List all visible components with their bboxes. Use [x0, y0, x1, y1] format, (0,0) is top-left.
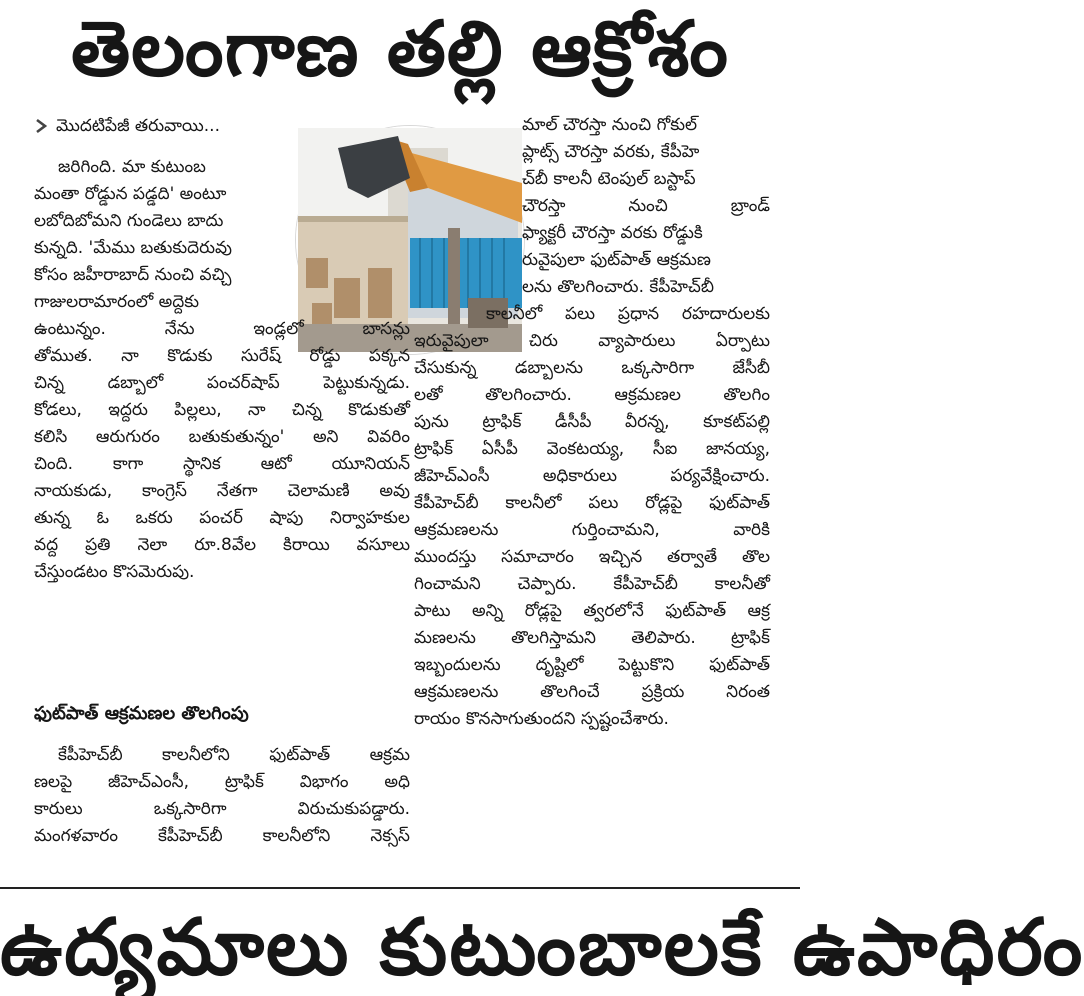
- article-line: వద్ద ప్రతి నెలా రూ.8వేల కిరాయి వసూలు: [34, 535, 410, 555]
- article-line: కోడలు, ఇద్దరు పిల్లలు, నా చిన్న కొడుకుతో: [34, 400, 410, 420]
- article-line: రువైపులా ఫుట్‌పాత్ ఆక్రమణ: [522, 250, 711, 270]
- article-line: ఆక్రమణలను గుర్తించామని, వారికి: [414, 520, 770, 540]
- article-line: కాలనీలో పలు ప్రధాన రహదారులకు: [486, 304, 770, 324]
- article-line: కేపీహెచ్‌బీ కాలనీలో పలు రోడ్లపై ఫుట్‌పాత్: [414, 493, 770, 513]
- article-line: లతో తొలగించారు. ఆక్రమణల తొలగిం: [414, 385, 770, 405]
- article-line: ణలపై జీహెచ్‌ఎంసీ, ట్రాఫిక్ విభాగం అధి: [34, 772, 410, 792]
- article-line: జీహెచ్‌ఎంసీ అధికారులు పర్యవేక్షించారు.: [414, 466, 770, 486]
- article-line: చేస్తుండటం కొసమెరుపు.: [34, 562, 195, 582]
- article-line: చ్‌బీ కాలనీ టెంపుల్ బస్టాప్: [522, 169, 696, 189]
- article-line: చేసుకున్న డబ్బాలను ఒక్కసారిగా జేసీబీ: [414, 358, 770, 378]
- article-line: ట్రాఫిక్ ఏసీపీ వెంకటయ్య, సీఐ జానయ్య,: [414, 439, 770, 459]
- article-line: నాయకుడు, కాంగ్రెస్ నేతగా చెలామణి అవు: [34, 481, 410, 501]
- article-line: చింది. కాగా స్థానిక ఆటో యూనియన్: [34, 454, 410, 474]
- article-line: కారులు ఒక్కసారిగా విరుచుకుపడ్డారు.: [34, 799, 410, 819]
- article-line: మాల్ చౌరస్తా నుంచి గోకుల్: [522, 115, 698, 135]
- article-line: గించామని చెప్పారు. కేపీహెచ్‌బీ కాలనీతో: [414, 574, 770, 594]
- article-line: మణలను తొలగిస్తామని తెలిపారు. ట్రాఫిక్: [414, 628, 770, 648]
- article-line: ఇబ్బందులను దృష్టిలో పెట్టుకొని ఫుట్‌పాత్: [414, 655, 770, 675]
- continued-from-page: [34, 114, 220, 138]
- article-line: కేపీహెచ్‌బీ కాలనీలోని ఫుట్‌పాత్ ఆక్రమ: [58, 745, 410, 765]
- article-line: కున్నది. 'మేము బతుకుదెరువు: [34, 238, 233, 258]
- next-headline-text: ఉద్యమాలు కుటుంబాలకే ఉపాధిరం: [0, 903, 1084, 993]
- article-line: గాజులరామారంలో అద్దెకు: [34, 292, 199, 312]
- article-line: ఉంటున్నం. నేను ఇండ్లలో బాసన్లు: [34, 319, 410, 339]
- article-line: రాయం కొనసాగుతుందని స్పష్టంచేశారు.: [414, 709, 669, 729]
- section-divider: [0, 887, 800, 889]
- article-line: లబోదిబోమని గుండెలు బాదు: [34, 211, 224, 231]
- subheading: ఫుట్‌పాత్ ఆక్రమణల తొలగింపు: [34, 703, 249, 724]
- article-line: ముందస్తు సమాచారం ఇచ్చిన తర్వాతే తొల: [414, 547, 770, 567]
- article-line: చిన్న డబ్బాలో పంచర్‌షాప్ పెట్టుకున్నడు.: [34, 373, 410, 393]
- article-line: కోసం జహీరాబాద్ నుంచి వచ్చి: [34, 265, 232, 285]
- headline: తెలంగాణ తల్లి ఆక్రోశం: [71, 4, 729, 93]
- article-line: కలిసి ఆరుగురం బతుకుతున్నం' అని వివరిం: [34, 427, 410, 447]
- continued-label: మొదటిపేజీ తరువాయి...: [56, 116, 220, 136]
- article-line: ఇరువైపులా చిరు వ్యాపారులు ఏర్పాటు: [414, 331, 770, 351]
- next-article-headline: [0, 900, 1084, 993]
- article-line: చౌరస్తా నుంచి బ్రాండ్: [522, 196, 770, 216]
- article-line: మంతా రోడ్డున పడ్డది' అంటూ: [34, 184, 227, 204]
- article-line: పును ట్రాఫిక్ డీసీపీ వీరన్న, కూకట్‌పల్లి: [414, 412, 770, 432]
- article-line: పాటు అన్ని రోడ్లపై త్వరలోనే ఫుట్‌పాత్ ఆక్ర: [414, 601, 770, 621]
- article-line: ప్లాట్స్ చౌరస్తా వరకు, కేపీహె: [522, 142, 700, 162]
- article-line: ఫ్యాక్టరీ చౌరస్తా వరకు రోడ్డుకి: [522, 223, 703, 243]
- chevron-right-icon: [34, 118, 48, 134]
- article-line: మంగళవారం కేపీహెచ్‌బీ కాలనీలోని నెక్సస్: [34, 826, 410, 846]
- article-line: తోముత. నా కొడుకు సురేష్ రోడ్డు పక్కన: [34, 346, 410, 366]
- article-line: తున్న ఓ ఒకరు పంచర్ షాపు నిర్వాహకుల: [34, 508, 410, 528]
- article-line: లను తొలగించారు. కేపీహెచ్‌బీ: [522, 277, 714, 297]
- article-line: జరిగింది. మా కుటుంబ: [58, 157, 206, 177]
- article-line: ఆక్రమణలను తొలగించే ప్రక్రియ నిరంత: [414, 682, 770, 702]
